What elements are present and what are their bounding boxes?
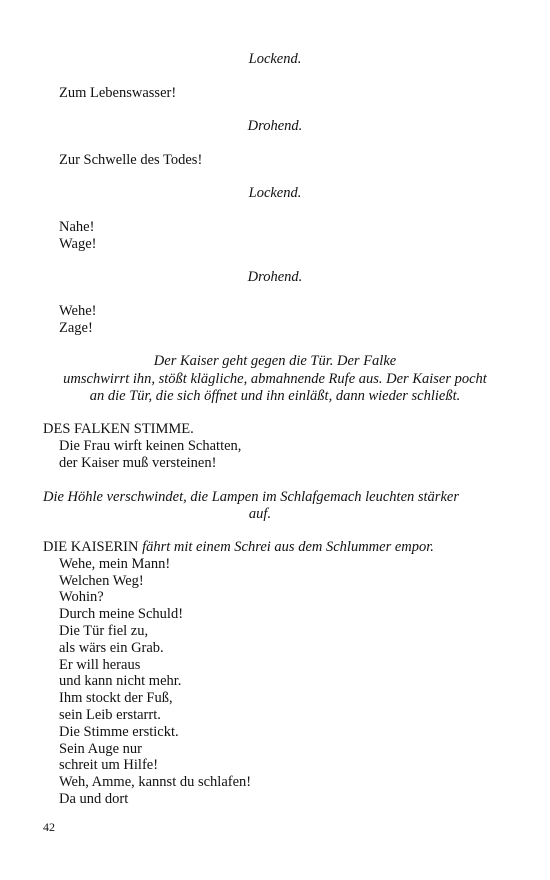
verse-line: Sein Auge nur (59, 741, 142, 757)
verse-line: Nahe! (59, 219, 95, 235)
verse-line: Welchen Weg! (59, 573, 144, 589)
verse-line: Wehe, mein Mann! (59, 556, 171, 572)
verse-line: der Kaiser muß versteinen! (59, 455, 217, 471)
verse-line: Wage! (59, 236, 97, 252)
speaker-line (43, 539, 434, 556)
verse-line: Ihm stockt der Fuß, (59, 690, 173, 706)
verse-line: Er will heraus (59, 657, 141, 673)
page-number: 42 (43, 820, 55, 834)
stage-direction: Drohend. (247, 269, 303, 285)
verse-line: Die Frau wirft keinen Schatten, (59, 438, 242, 454)
verse-line: Zur Schwelle des Todes! (59, 152, 203, 168)
verse-line: Zage! (59, 320, 93, 336)
verse-line: Zum Lebenswasser! (59, 85, 177, 101)
verse-line: Die Stimme erstickt. (59, 724, 179, 740)
stage-direction: Lockend. (248, 185, 302, 201)
verse-line: Durch meine Schuld! (59, 606, 184, 622)
verse-line: Da und dort (59, 791, 129, 807)
stage-direction: umschwirrt ihn, stößt klägliche, abmahnende Rufe aus. Der Kaiser pocht (63, 371, 487, 387)
stage-direction: fährt mit einem Schrei aus dem Schlummer empor. (142, 539, 434, 555)
verse-line: sein Leib erstarrt. (59, 707, 161, 723)
stage-direction: auf. (248, 506, 272, 522)
verse-line: schreit um Hilfe! (59, 757, 159, 773)
stage-direction: Lockend. (248, 51, 302, 67)
speaker-name: DES FALKEN STIMME. (43, 421, 194, 437)
stage-direction: Die Höhle verschwindet, die Lampen im Schlafgemach leuchten stärker (43, 489, 459, 505)
stage-direction: Drohend. (247, 118, 303, 134)
speaker-name: DIE KAISERIN (43, 539, 139, 555)
verse-line: Wohin? (59, 589, 104, 605)
stage-direction: Der Kaiser geht gegen die Tür. Der Falke (153, 353, 397, 369)
verse-line: als wärs ein Grab. (59, 640, 164, 656)
verse-line: und kann nicht mehr. (59, 673, 182, 689)
stage-direction: an die Tür, die sich öffnet und ihn einläßt, dann wieder schließt. (89, 388, 461, 404)
verse-line: Wehe! (59, 303, 97, 319)
verse-line: Die Tür fiel zu, (59, 623, 149, 639)
verse-line: Weh, Amme, kannst du schlafen! (59, 774, 252, 790)
